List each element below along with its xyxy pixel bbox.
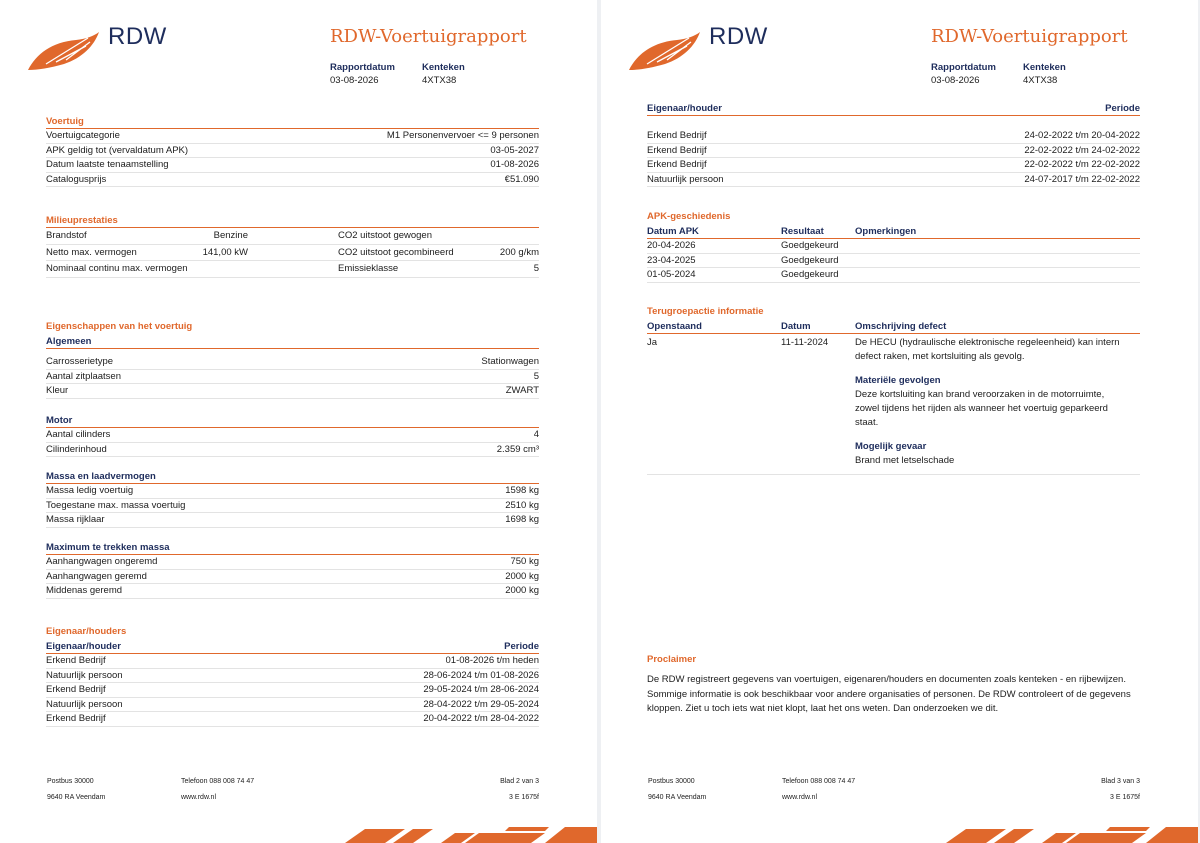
- row-label: Aantal cilinders: [46, 429, 111, 440]
- report-page-3: [601, 0, 1198, 843]
- table-row: [647, 158, 1140, 173]
- row-value: 5: [533, 370, 539, 382]
- table-row: [46, 683, 539, 698]
- section-eigenschappen: [46, 320, 539, 399]
- table-row: [647, 173, 1140, 188]
- row-label: Emissieklasse: [338, 263, 399, 274]
- row-label: Cilinderinhoud: [46, 443, 107, 455]
- section-title: Voertuig: [46, 115, 539, 129]
- recall-date: 11-11-2024: [781, 337, 829, 348]
- table-row: [46, 669, 539, 684]
- subsection-trekken: [46, 540, 539, 599]
- table-row: [46, 555, 539, 570]
- row-value: 200 g/km: [499, 246, 539, 258]
- apk-remarks: [855, 268, 1140, 282]
- row-label: Netto max. vermogen: [46, 246, 137, 258]
- page-header: [601, 0, 1198, 95]
- column-header: Datum: [781, 321, 811, 332]
- row-label: Voertuigcategorie: [46, 130, 120, 141]
- proclaimer-text: De RDW registreert gegevens van voertuigen, eigenaren/houders en documenten zoals kenteken - en rijbewijzen. Sommige informatie is ook beschikbaar voor andere organisaties of personen. De RDW controleert of de gegevens kloppen. Ziet u toch iets wat niet klopt, laat het ons weten. Dan onderzoeken we dit.: [647, 674, 1131, 714]
- column-header: Periode: [1105, 103, 1140, 114]
- table-row: [46, 654, 539, 669]
- row-value: 2000 kg: [505, 570, 539, 582]
- row-label: CO2 uitstoot gecombineerd: [338, 246, 454, 258]
- row-label: Aanhangwagen ongeremd: [46, 556, 158, 567]
- row-label: Middenas geremd: [46, 585, 123, 596]
- table-row: [46, 570, 539, 585]
- row-value: 1698 kg: [505, 514, 539, 525]
- page-number: Blad 3 van 3: [1101, 778, 1140, 785]
- decorative-stripes: [345, 823, 597, 843]
- row-label: Catalogusprijs: [46, 173, 107, 185]
- apk-date: 23-04-2025: [647, 254, 696, 266]
- row-value: 24-07-2017 t/m 22-02-2022: [1024, 173, 1140, 185]
- row-value: 2.359 cm³: [496, 443, 539, 455]
- row-label: Toegestane max. massa voertuig: [46, 499, 186, 511]
- table-row: [46, 158, 539, 173]
- brand-name: RDW: [108, 23, 167, 50]
- column-header: Periode: [504, 641, 539, 652]
- row-value: €51.090: [504, 173, 539, 185]
- column-header: Opmerkingen: [855, 226, 917, 237]
- document-code: 3 E 1675f: [1110, 794, 1140, 801]
- column-header: Omschrijving defect: [855, 321, 947, 332]
- column-header: Eigenaar/houder: [647, 103, 722, 114]
- table-row: [46, 228, 539, 245]
- table-row: [46, 428, 539, 443]
- row-label: Brandstof: [46, 230, 87, 241]
- license-plate-value: 4XTX38: [422, 75, 457, 86]
- row-value: Stationwagen: [481, 356, 539, 367]
- row-label: Erkend Bedrijf: [647, 159, 707, 170]
- table-header: [647, 101, 1140, 116]
- section-terugroepactie: [647, 305, 1140, 475]
- row-value: 20-04-2022 t/m 28-04-2022: [423, 713, 539, 724]
- column-header: Openstaand: [647, 321, 702, 332]
- footer-page: [500, 774, 539, 806]
- footer-address: [47, 774, 105, 806]
- row-value: 01-08-2026: [490, 159, 539, 170]
- table-row: [46, 144, 539, 159]
- subsection-title-algemeen: Algemeen: [46, 334, 539, 349]
- row-value: 03-05-2027: [490, 144, 539, 156]
- section-eigenaren: [46, 625, 539, 727]
- table-row: [46, 245, 539, 262]
- recall-row: [647, 334, 1140, 475]
- report-date-label: Rapportdatum: [931, 62, 996, 73]
- column-header: Datum APK: [647, 226, 699, 237]
- subsection-massa: [46, 469, 539, 528]
- rdw-logo: [26, 24, 101, 74]
- section-apk-geschiedenis: [647, 210, 1140, 283]
- row-value: 2510 kg: [505, 499, 539, 511]
- table-row: [46, 443, 539, 458]
- document-code: 3 E 1675f: [509, 794, 539, 801]
- section-eigenaren-continued: [647, 101, 1140, 187]
- recall-open: Ja: [647, 337, 658, 348]
- footer-contact: [181, 774, 254, 806]
- danger-text: Brand met letselschade: [855, 455, 955, 466]
- column-header: Eigenaar/houder: [46, 641, 121, 652]
- row-value: 24-02-2022 t/m 20-04-2022: [1024, 130, 1140, 141]
- table-row: [46, 499, 539, 514]
- table-row: [46, 698, 539, 713]
- section-title: Milieuprestaties: [46, 214, 539, 228]
- row-value: [196, 261, 248, 277]
- rdw-logo: [627, 24, 702, 74]
- row-label: Erkend Bedrijf: [46, 713, 106, 724]
- table-row: [46, 513, 539, 528]
- row-label: Natuurlijk persoon: [647, 173, 724, 185]
- report-date-value: 03-08-2026: [330, 75, 379, 86]
- brand-name: RDW: [709, 23, 768, 50]
- row-value: 1598 kg: [505, 485, 539, 496]
- danger-heading: Mogelijk gevaar: [855, 441, 927, 452]
- table-header: [647, 319, 1140, 334]
- row-label: Erkend Bedrijf: [46, 655, 106, 666]
- row-label: Natuurlijk persoon: [46, 698, 123, 710]
- row-label: Aantal zitplaatsen: [46, 370, 121, 382]
- table-row: [46, 173, 539, 188]
- table-row: [647, 268, 1140, 283]
- decorative-stripes: [946, 823, 1198, 843]
- table-row: [46, 355, 539, 370]
- consequences-heading: Materiële gevolgen: [855, 375, 941, 386]
- section-milieuprestaties: [46, 214, 539, 278]
- defect-text: De HECU (hydraulische elektronische regeleenheid) kan intern defect raken, met kortsluiting als gevolg.: [855, 337, 1120, 362]
- row-label: Massa rijklaar: [46, 514, 105, 525]
- table-row: [46, 384, 539, 399]
- row-value: 22-02-2022 t/m 24-02-2022: [1024, 144, 1140, 156]
- table-row: [647, 129, 1140, 144]
- footer-postbus: Postbus 30000: [648, 778, 695, 785]
- section-title: APK-geschiedenis: [647, 211, 731, 222]
- apk-date: 20-04-2026: [647, 240, 696, 251]
- section-title: Terugroepactie informatie: [647, 306, 764, 317]
- table-header: [46, 639, 539, 654]
- section-voertuig: [46, 115, 539, 187]
- table-row: [647, 239, 1140, 254]
- apk-result: Goedgekeurd: [781, 240, 839, 251]
- footer-city: 9640 RA Veendam: [47, 794, 106, 801]
- report-title: RDW-Voertuigrapport: [931, 26, 1128, 47]
- footer-page: [1101, 774, 1140, 806]
- license-plate: [1023, 62, 1066, 86]
- row-value: 28-04-2022 t/m 29-05-2024: [423, 698, 539, 710]
- footer-website[interactable]: www.rdw.nl: [782, 794, 818, 801]
- license-plate-value: 4XTX38: [1023, 75, 1058, 86]
- section-title: Eigenaar/houders: [46, 626, 127, 637]
- row-value: 141,00 kW: [202, 246, 248, 258]
- report-date: [931, 62, 996, 86]
- apk-date: 01-05-2024: [647, 269, 696, 280]
- page-number: Blad 2 van 3: [500, 778, 539, 785]
- license-plate: [422, 62, 465, 86]
- row-label: Kleur: [46, 385, 69, 396]
- row-value: 2000 kg: [505, 585, 539, 596]
- section-title: Eigenschappen van het voertuig: [46, 321, 193, 332]
- report-date-label: Rapportdatum: [330, 62, 395, 73]
- row-value: 28-06-2024 t/m 01-08-2026: [423, 669, 539, 681]
- apk-remarks: [855, 239, 1140, 253]
- row-label: Natuurlijk persoon: [46, 669, 123, 681]
- table-row: [46, 584, 539, 599]
- row-value: 22-02-2022 t/m 22-02-2022: [1024, 159, 1140, 170]
- footer-contact: [782, 774, 855, 806]
- subsection-title-trekken: Maximum te trekken massa: [46, 540, 539, 555]
- footer-city: 9640 RA Veendam: [648, 794, 707, 801]
- row-label: Erkend Bedrijf: [647, 144, 707, 156]
- table-row: [46, 129, 539, 144]
- footer-phone: Telefoon 088 008 74 47: [782, 778, 856, 785]
- column-header: Resultaat: [781, 226, 824, 237]
- subsection-title-motor: Motor: [46, 413, 539, 428]
- subsection-motor: [46, 413, 539, 457]
- footer-website[interactable]: www.rdw.nl: [181, 794, 217, 801]
- table-header: [647, 224, 1140, 239]
- page-header: [0, 0, 597, 95]
- footer-phone: Telefoon 088 008 74 47: [181, 778, 255, 785]
- row-value: 5: [533, 263, 539, 274]
- recall-description: [855, 336, 1140, 468]
- row-value: M1 Personenvervoer <= 9 personen: [386, 130, 539, 141]
- footer-postbus: Postbus 30000: [47, 778, 94, 785]
- row-value: 4: [533, 429, 539, 440]
- apk-remarks: [855, 254, 1140, 268]
- table-row: [46, 370, 539, 385]
- row-label: Carrosserietype: [46, 356, 114, 367]
- license-plate-label: Kenteken: [1023, 62, 1066, 73]
- report-date-value: 03-08-2026: [931, 75, 980, 86]
- table-row: [647, 254, 1140, 269]
- license-plate-label: Kenteken: [422, 62, 465, 73]
- table-row: [46, 712, 539, 727]
- consequences-text: Deze kortsluiting kan brand veroorzaken in de motorruimte, zowel tijdens het rijden als wanneer het voertuig geparkeerd staat.: [855, 389, 1108, 428]
- row-label: Datum laatste tenaamstelling: [46, 159, 169, 170]
- row-label: APK geldig tot (vervaldatum APK): [46, 144, 189, 156]
- row-value: 01-08-2026 t/m heden: [445, 655, 539, 666]
- report-page-2: [0, 0, 597, 843]
- row-label: CO2 uitstoot gewogen: [338, 230, 433, 241]
- row-label: Aanhangwagen geremd: [46, 570, 147, 582]
- table-row: [46, 261, 539, 278]
- row-value: Benzine: [213, 230, 248, 241]
- section-proclaimer: [647, 653, 1140, 717]
- report-title: RDW-Voertuigrapport: [330, 26, 527, 47]
- row-label: Nominaal continu max. vermogen: [46, 263, 188, 274]
- table-row: [647, 144, 1140, 159]
- section-title: Proclaimer: [647, 654, 697, 665]
- apk-result: Goedgekeurd: [781, 254, 839, 266]
- apk-result: Goedgekeurd: [781, 269, 839, 280]
- row-value: 29-05-2024 t/m 28-06-2024: [423, 684, 539, 695]
- table-row: [46, 484, 539, 499]
- report-date: [330, 62, 395, 86]
- subsection-title-massa: Massa en laadvermogen: [46, 469, 539, 484]
- row-label: Erkend Bedrijf: [46, 684, 106, 695]
- row-label: Erkend Bedrijf: [647, 130, 707, 141]
- row-label: Massa ledig voertuig: [46, 485, 134, 496]
- footer-address: [648, 774, 706, 806]
- row-value: ZWART: [505, 385, 539, 396]
- row-value: 750 kg: [510, 556, 539, 567]
